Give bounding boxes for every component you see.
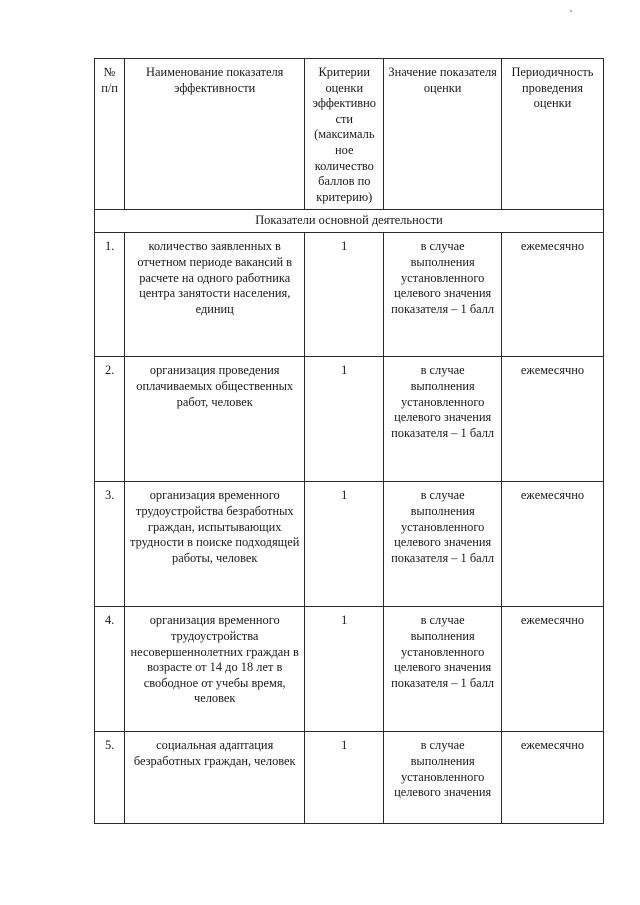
row-score: 1 xyxy=(305,233,384,357)
header-criteria: Критерии оценки эффективно сти (максималь ное количество баллов по критерию) xyxy=(305,59,384,210)
row-period: ежемесячно xyxy=(501,482,603,607)
row-score: 1 xyxy=(305,357,384,482)
section-title: Показатели основной деятельности xyxy=(95,210,604,233)
row-num: 5. xyxy=(95,732,125,824)
row-value: в случае выполнения установленного целевого значения показателя – 1 балл xyxy=(384,607,502,732)
row-period: ежемесячно xyxy=(501,732,603,824)
scan-speck xyxy=(570,10,572,12)
header-name: Наименование показателя эффективности xyxy=(125,59,305,210)
table-row xyxy=(95,233,604,357)
row-value: в случае выполнения установленного целевого значения xyxy=(384,732,502,824)
row-num: 3. xyxy=(95,482,125,607)
row-name: организация временного трудоустройства безработных граждан, испытывающих трудности в поиске подходящей работы, человек xyxy=(125,482,305,607)
row-value: в случае выполнения установленного целевого значения показателя – 1 балл xyxy=(384,357,502,482)
row-value: в случае выполнения установленного целевого значения показателя – 1 балл xyxy=(384,233,502,357)
row-name: социальная адаптация безработных граждан, человек xyxy=(125,732,305,824)
row-score: 1 xyxy=(305,607,384,732)
row-value: в случае выполнения установленного целевого значения показателя – 1 балл xyxy=(384,482,502,607)
table-row xyxy=(95,482,604,607)
row-name: организация проведения оплачиваемых общественных работ, человек xyxy=(125,357,305,482)
row-num: 1. xyxy=(95,233,125,357)
section-row xyxy=(95,210,604,233)
header-num: № п/п xyxy=(95,59,125,210)
row-num: 2. xyxy=(95,357,125,482)
row-score: 1 xyxy=(305,482,384,607)
table-row xyxy=(95,732,604,824)
row-period: ежемесячно xyxy=(501,233,603,357)
header-period: Периодичность проведения оценки xyxy=(501,59,603,210)
header-value: Значение показателя оценки xyxy=(384,59,502,210)
efficiency-indicators-table xyxy=(94,58,604,824)
row-name: организация временного трудоустройства несовершеннолетних граждан в возрасте от 14 до 18 лет в свободное от учебы время, человек xyxy=(125,607,305,732)
table-header-row xyxy=(95,59,604,210)
row-score: 1 xyxy=(305,732,384,824)
row-num: 4. xyxy=(95,607,125,732)
table-row xyxy=(95,357,604,482)
table-row xyxy=(95,607,604,732)
row-period: ежемесячно xyxy=(501,607,603,732)
row-period: ежемесячно xyxy=(501,357,603,482)
row-name: количество заявленных в отчетном периоде вакансий в расчете на одного работника центра занятости населения, единиц xyxy=(125,233,305,357)
